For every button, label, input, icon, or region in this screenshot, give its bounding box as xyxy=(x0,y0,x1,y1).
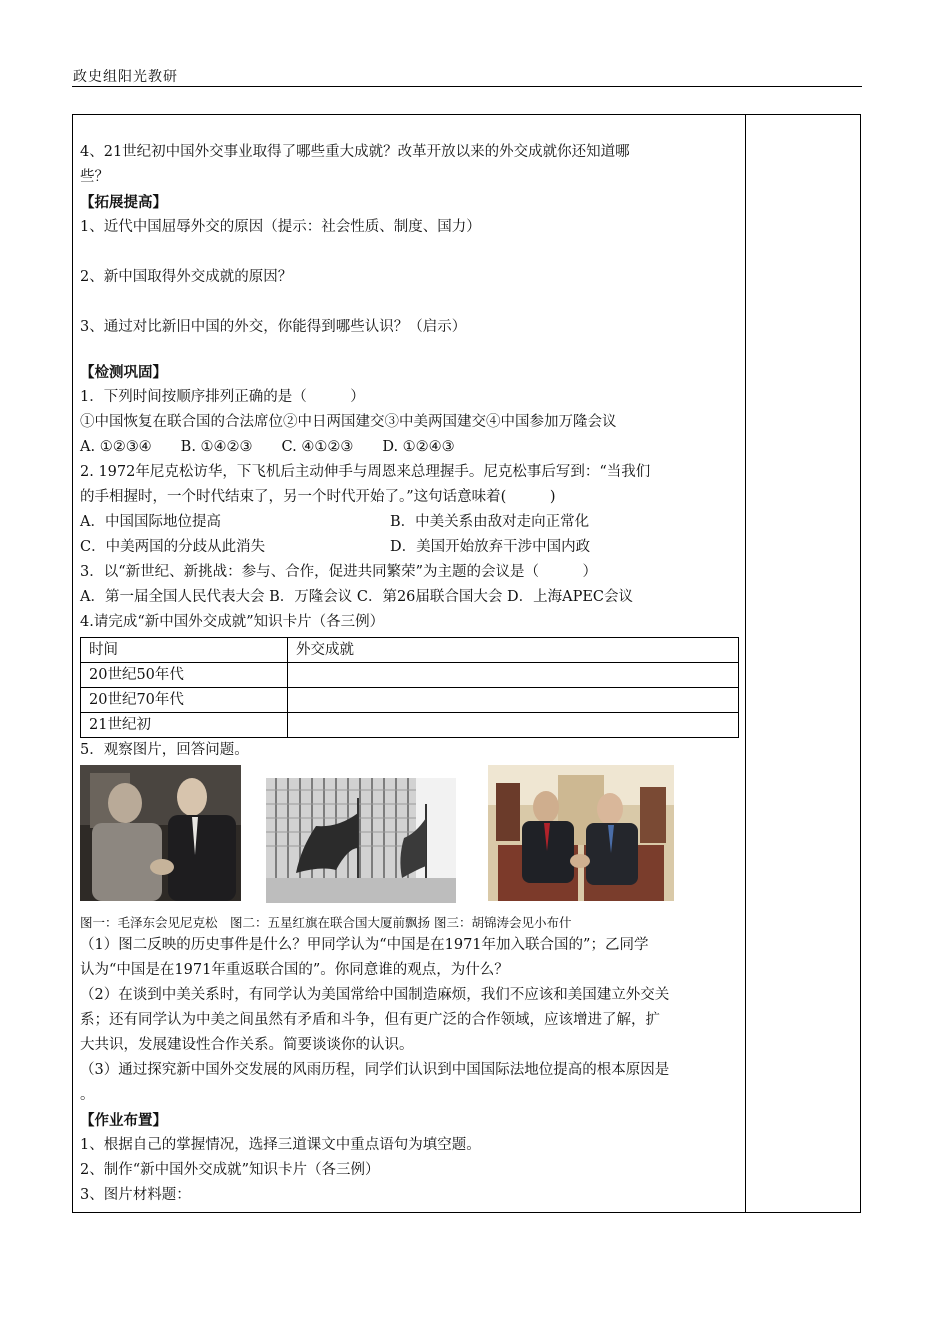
photo-question-2-line-3: 大共识，发展建设性合作关系。简要谈谈你的认识。 xyxy=(80,1037,414,1053)
section-title-check: 【检测巩固】 xyxy=(80,364,167,381)
photo-caption: 图一：毛泽东会见尼克松 图二：五星红旗在联合国大厦前飘扬 图三：胡锦涛会见小布什 xyxy=(80,915,572,930)
homework-item-1: 1、根据自己的掌握情况，选择三道课文中重点语句为填空题。 xyxy=(80,1137,481,1153)
check-question-4: 4.请完成“新中国外交成就”知识卡片（各三例） xyxy=(80,614,385,630)
section-title-homework: 【作业布置】 xyxy=(80,1112,167,1129)
check-question-3-options: A．第一届全国人民代表大会 B．万隆会议 C．第26届联合国大会 D．上海APEC会议 xyxy=(80,589,634,605)
expand-question-1: 1、近代中国屈辱外交的原因（提示：社会性质、制度、国力） xyxy=(80,219,481,235)
option-a: A．中国国际地位提高 xyxy=(80,514,221,530)
photo-question-1-line-1: （1）图二反映的历史事件是什么？甲同学认为“中国是在1971年加入联合国的”；乙同学 xyxy=(80,937,649,953)
page-header: 政史组阳光教研 xyxy=(73,69,178,85)
homework-item-2: 2、制作“新中国外交成就”知识卡片（各三例） xyxy=(80,1162,380,1178)
table-cell: 20世纪70年代 xyxy=(81,688,288,713)
table-header-achievement: 外交成就 xyxy=(288,638,739,663)
photo-mao-nixon xyxy=(80,765,241,901)
check-question-3: 3．以“新世纪、新挑战：参与、合作，促进共同繁荣”为主题的会议是（ ） xyxy=(80,564,598,580)
table-cell: 21世纪初 xyxy=(81,713,288,738)
worksheet-content xyxy=(80,140,742,1208)
option-b: B．中美关系由敌对走向正常化 xyxy=(390,514,590,530)
check-question-1: 1．下列时间按顺序排列正确的是（ ） xyxy=(80,389,365,405)
homework-item-3: 3、图片材料题： xyxy=(80,1187,191,1203)
table-header-row xyxy=(81,638,739,663)
knowledge-card-table xyxy=(80,637,739,738)
photo-row xyxy=(80,765,742,915)
check-question-1-items: ①中国恢复在联合国的合法席位②中日两国建交③中美两国建交④中国参加万隆会议 xyxy=(80,414,617,430)
table-cell-blank[interactable] xyxy=(288,688,739,713)
header-rule xyxy=(72,86,862,87)
table-row xyxy=(81,713,739,738)
check-question-5: 5．观察图片，回答问题。 xyxy=(80,742,249,758)
margin-column-divider xyxy=(745,114,746,1213)
table-row xyxy=(81,688,739,713)
expand-question-3: 3、通过对比新旧中国的外交，你能得到哪些认识？（启示） xyxy=(80,319,467,335)
option-c: C．中美两国的分歧从此消失 xyxy=(80,539,266,555)
table-cell-blank[interactable] xyxy=(288,663,739,688)
photo-un-flags xyxy=(266,778,456,903)
table-row xyxy=(81,663,739,688)
question-4-line-2: 些？ xyxy=(80,169,109,185)
table-cell: 20世纪50年代 xyxy=(81,663,288,688)
check-question-2-line-2: 的手相握时，一个时代结束了，另一个时代开始了。”这句话意味着( ) xyxy=(80,489,556,505)
photo-question-2-line-2: 系；还有同学认为中美之间虽然有矛盾和斗争，但有更广泛的合作领域，应该增进了解，扩 xyxy=(80,1012,660,1028)
table-header-time: 时间 xyxy=(81,638,288,663)
table-cell-blank[interactable] xyxy=(288,713,739,738)
check-question-1-options: A. ①②③④ B. ①④②③ C. ④①②③ D. ①②④③ xyxy=(80,439,455,455)
question-4-line-1: 4、21世纪初中国外交事业取得了哪些重大成就？改革开放以来的外交成就你还知道哪 xyxy=(80,144,630,160)
check-question-2-line-1: 2. 1972年尼克松访华，下飞机后主动伸手与周恩来总理握手。尼克松事后写到：“当我们 xyxy=(80,464,651,480)
check-question-2-options-row-1 xyxy=(80,510,742,535)
section-title-expand: 【拓展提高】 xyxy=(80,194,167,211)
check-question-2-options-row-2 xyxy=(80,535,742,560)
photo-question-3-line-1: （3）通过探究新中国外交发展的风雨历程，同学们认识到中国国际法地位提高的根本原因是 xyxy=(80,1062,670,1078)
option-d: D．美国开始放弃干涉中国内政 xyxy=(390,539,591,555)
expand-question-2: 2、新中国取得外交成就的原因？ xyxy=(80,269,293,285)
photo-question-3-line-2: 。 xyxy=(80,1087,95,1103)
photo-question-2-line-1: （2）在谈到中美关系时，有同学认为美国常给中国制造麻烦，我们不应该和美国建立外交关 xyxy=(80,987,670,1003)
photo-question-1-line-2: 认为“中国是在1971年重返联合国的”。你同意谁的观点，为什么？ xyxy=(80,962,509,978)
photo-hu-bush xyxy=(488,765,674,901)
